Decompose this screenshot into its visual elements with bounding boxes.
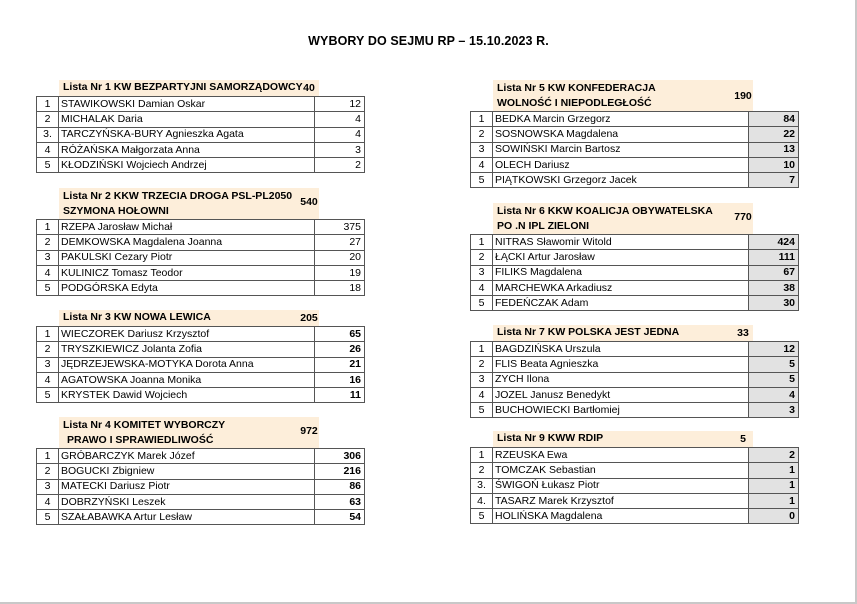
candidate-name: RZEUSKA Ewa [493,448,749,463]
table-row [471,357,799,372]
table-row [471,387,799,402]
candidate-name: BOGUCKI Zbigniew [59,464,315,479]
candidate-number: 2 [37,342,59,357]
candidate-votes: 216 [315,464,365,479]
candidate-number: 5 [471,296,493,311]
candidate-votes: 63 [315,494,365,509]
candidate-name: BEDKA Marcin Grzegorz [493,112,749,127]
candidate-number: 5 [471,403,493,418]
candidate-votes: 19 [315,265,365,280]
candidate-votes: 21 [315,357,365,372]
candidate-name: FLIS Beata Agnieszka [493,357,749,372]
list-total-votes: 190 [734,90,752,102]
list-header-line: Lista Nr 1 KW BEZPARTYJNI SAMORZĄDOWCY [63,81,303,93]
table-row [37,281,365,296]
candidate-number: 3. [37,127,59,142]
candidates-table [470,234,799,311]
candidate-number: 1 [37,220,59,235]
candidate-votes: 26 [315,342,365,357]
table-row [471,250,799,265]
candidates-table [470,111,799,188]
candidate-number: 2 [471,127,493,142]
table-row [37,449,365,464]
candidate-votes: 11 [315,388,365,403]
candidate-number: 1 [471,448,493,463]
candidate-number: 3. [471,478,493,493]
candidate-number: 2 [471,250,493,265]
candidate-number: 4 [37,265,59,280]
candidate-number: 4. [471,493,493,508]
table-row [37,142,365,157]
candidates-table [36,219,365,296]
candidate-name: KŁODZIŃSKI Wojciech Andrzej [59,158,315,173]
table-row [471,403,799,418]
page-title: WYBORY DO SEJMU RP – 15.10.2023 R. [308,34,549,48]
candidate-name: ŁĄCKI Artur Jarosław [493,250,749,265]
list-header-line: Lista Nr 2 KKW TRZECIA DROGA PSL-PL2050 [63,190,293,202]
candidate-name: FEDEŃCZAK Adam [493,296,749,311]
candidate-votes: 54 [315,510,365,525]
candidate-number: 1 [471,112,493,127]
table-row [37,327,365,342]
list-total-votes: 5 [740,433,746,445]
candidate-name: MATECKI Dariusz Piotr [59,479,315,494]
candidate-name: TARCZYŃSKA-BURY Agnieszka Agata [59,127,315,142]
list-total-votes: 540 [300,196,318,208]
candidate-name: ZYCH Ilona [493,372,749,387]
table-row [471,142,799,157]
candidate-name: FILIKS Magdalena [493,265,749,280]
candidate-number: 4 [37,494,59,509]
table-row [471,493,799,508]
candidate-name: KULINICZ Tomasz Teodor [59,265,315,280]
candidates-table [470,447,799,524]
list-header-line: SZYMONA HOŁOWNI [63,205,169,217]
candidate-name: BAGDZIŃSKA Urszula [493,342,749,357]
candidate-votes: 2 [749,448,799,463]
candidate-votes: 16 [315,372,365,387]
table-row [471,296,799,311]
candidate-number: 5 [471,509,493,524]
candidate-number: 5 [471,173,493,188]
table-row [37,479,365,494]
candidate-votes: 7 [749,173,799,188]
candidate-votes: 111 [749,250,799,265]
candidate-name: JĘDRZEJEWSKA-MOTYKA Dorota Anna [59,357,315,372]
candidate-name: PODGÓRSKA Edyta [59,281,315,296]
candidate-number: 2 [471,357,493,372]
candidate-votes: 424 [749,235,799,250]
candidate-name: MARCHEWKA Arkadiusz [493,280,749,295]
table-row [37,158,365,173]
list-header-line: PO .N IPL ZIELONI [497,220,589,232]
candidate-votes: 5 [749,357,799,372]
table-row [471,127,799,142]
table-row [37,127,365,142]
table-row [37,250,365,265]
candidate-name: DEMKOWSKA Magdalena Joanna [59,235,315,250]
candidate-number: 3 [37,357,59,372]
table-row [471,280,799,295]
list-total-votes: 205 [300,312,318,324]
candidate-votes: 4 [315,112,365,127]
table-row [471,235,799,250]
candidate-name: HOLIŃSKA Magdalena [493,509,749,524]
candidate-number: 2 [37,235,59,250]
table-row [471,342,799,357]
table-row [471,265,799,280]
table-row [37,235,365,250]
table-row [471,157,799,172]
candidate-name: NITRAS Sławomir Witold [493,235,749,250]
candidate-name: ŚWIGOŃ Łukasz Piotr [493,478,749,493]
candidate-number: 2 [471,463,493,478]
candidate-name: PAKULSKI Cezary Piotr [59,250,315,265]
list-header-line: Lista Nr 9 KWW RDIP [497,432,604,444]
table-row [471,463,799,478]
candidate-votes: 18 [315,281,365,296]
candidate-name: JOZEL Janusz Benedykt [493,387,749,402]
candidate-votes: 84 [749,112,799,127]
list-total-votes: 40 [303,82,315,94]
candidate-votes: 5 [749,372,799,387]
candidate-votes: 4 [749,387,799,402]
candidate-votes: 1 [749,493,799,508]
candidate-votes: 1 [749,463,799,478]
candidate-number: 4 [471,157,493,172]
candidate-name: SOWIŃSKI Marcin Bartosz [493,142,749,157]
candidate-votes: 38 [749,280,799,295]
candidate-votes: 30 [749,296,799,311]
candidate-number: 4 [37,142,59,157]
candidate-number: 3 [471,265,493,280]
candidate-number: 4 [37,372,59,387]
candidate-votes: 13 [749,142,799,157]
candidate-number: 1 [37,449,59,464]
candidate-votes: 10 [749,157,799,172]
table-row [37,357,365,372]
candidate-name: SZAŁABAWKA Artur Lesław [59,510,315,525]
table-row [471,112,799,127]
table-row [37,494,365,509]
candidate-name: TRYSZKIEWICZ Jolanta Zofia [59,342,315,357]
candidate-votes: 65 [315,327,365,342]
candidate-number: 4 [471,280,493,295]
candidate-number: 3 [471,142,493,157]
list-header-line: Lista Nr 6 KKW KOALICJA OBYWATELSKA [497,205,713,217]
candidate-votes: 20 [315,250,365,265]
candidate-votes: 0 [749,509,799,524]
candidate-number: 5 [37,158,59,173]
candidate-votes: 12 [749,342,799,357]
candidate-name: KRYSTEK Dawid Wojciech [59,388,315,403]
candidate-name: BUCHOWIECKI Bartłomiej [493,403,749,418]
candidate-name: MICHALAK Daria [59,112,315,127]
candidate-votes: 1 [749,478,799,493]
candidate-votes: 86 [315,479,365,494]
candidate-votes: 3 [315,142,365,157]
candidate-number: 3 [37,479,59,494]
list-total-votes: 770 [734,211,752,223]
candidate-number: 5 [37,510,59,525]
candidate-votes: 4 [315,127,365,142]
candidate-number: 5 [37,388,59,403]
candidate-name: OLECH Dariusz [493,157,749,172]
table-row [37,464,365,479]
candidate-number: 4 [471,387,493,402]
table-row [471,173,799,188]
list-total-votes: 972 [300,425,318,437]
candidate-name: RÓŻAŃSKA Małgorzata Anna [59,142,315,157]
table-row [37,265,365,280]
candidate-number: 1 [471,235,493,250]
candidate-number: 3 [471,372,493,387]
candidate-number: 1 [37,97,59,112]
list-header-line: PRAWO I SPRAWIEDLIWOŚĆ [67,434,214,446]
table-row [37,220,365,235]
candidate-name: SOSNOWSKA Magdalena [493,127,749,142]
candidate-number: 1 [471,342,493,357]
candidate-number: 3 [37,250,59,265]
candidates-table [36,96,365,173]
candidate-number: 2 [37,112,59,127]
table-row [37,97,365,112]
candidate-votes: 67 [749,265,799,280]
candidate-name: TASARZ Marek Krzysztof [493,493,749,508]
candidate-votes: 27 [315,235,365,250]
candidate-number: 5 [37,281,59,296]
candidates-table [36,326,365,403]
table-row [37,112,365,127]
candidate-name: RZEPA Jarosław Michał [59,220,315,235]
table-row [471,478,799,493]
candidate-name: DOBRZYŃSKI Leszek [59,494,315,509]
candidate-votes: 12 [315,97,365,112]
table-row [37,342,365,357]
candidate-votes: 375 [315,220,365,235]
table-row [471,448,799,463]
candidates-table [470,341,799,418]
table-row [471,372,799,387]
candidate-votes: 2 [315,158,365,173]
candidate-number: 1 [37,327,59,342]
candidate-votes: 306 [315,449,365,464]
candidate-name: GRÓBARCZYK Marek Józef [59,449,315,464]
candidate-number: 2 [37,464,59,479]
candidate-votes: 3 [749,403,799,418]
table-row [37,388,365,403]
table-row [37,510,365,525]
list-header-line: Lista Nr 7 KW POLSKA JEST JEDNA [497,326,680,338]
candidate-name: STAWIKOWSKI Damian Oskar [59,97,315,112]
candidate-name: PIĄTKOWSKI Grzegorz Jacek [493,173,749,188]
candidate-name: AGATOWSKA Joanna Monika [59,372,315,387]
table-row [37,372,365,387]
candidates-table [36,448,365,525]
candidate-votes: 22 [749,127,799,142]
list-header-line: Lista Nr 5 KW KONFEDERACJA [497,82,656,94]
table-row [471,509,799,524]
list-header-line: Lista Nr 3 KW NOWA LEWICA [63,311,211,323]
list-total-votes: 33 [737,327,749,339]
candidate-name: TOMCZAK Sebastian [493,463,749,478]
list-header-line: WOLNOŚĆ I NIEPODLEGŁOŚĆ [497,97,652,109]
candidate-name: WIECZOREK Dariusz Krzysztof [59,327,315,342]
list-header-line: Lista Nr 4 KOMITET WYBORCZY [63,419,226,431]
